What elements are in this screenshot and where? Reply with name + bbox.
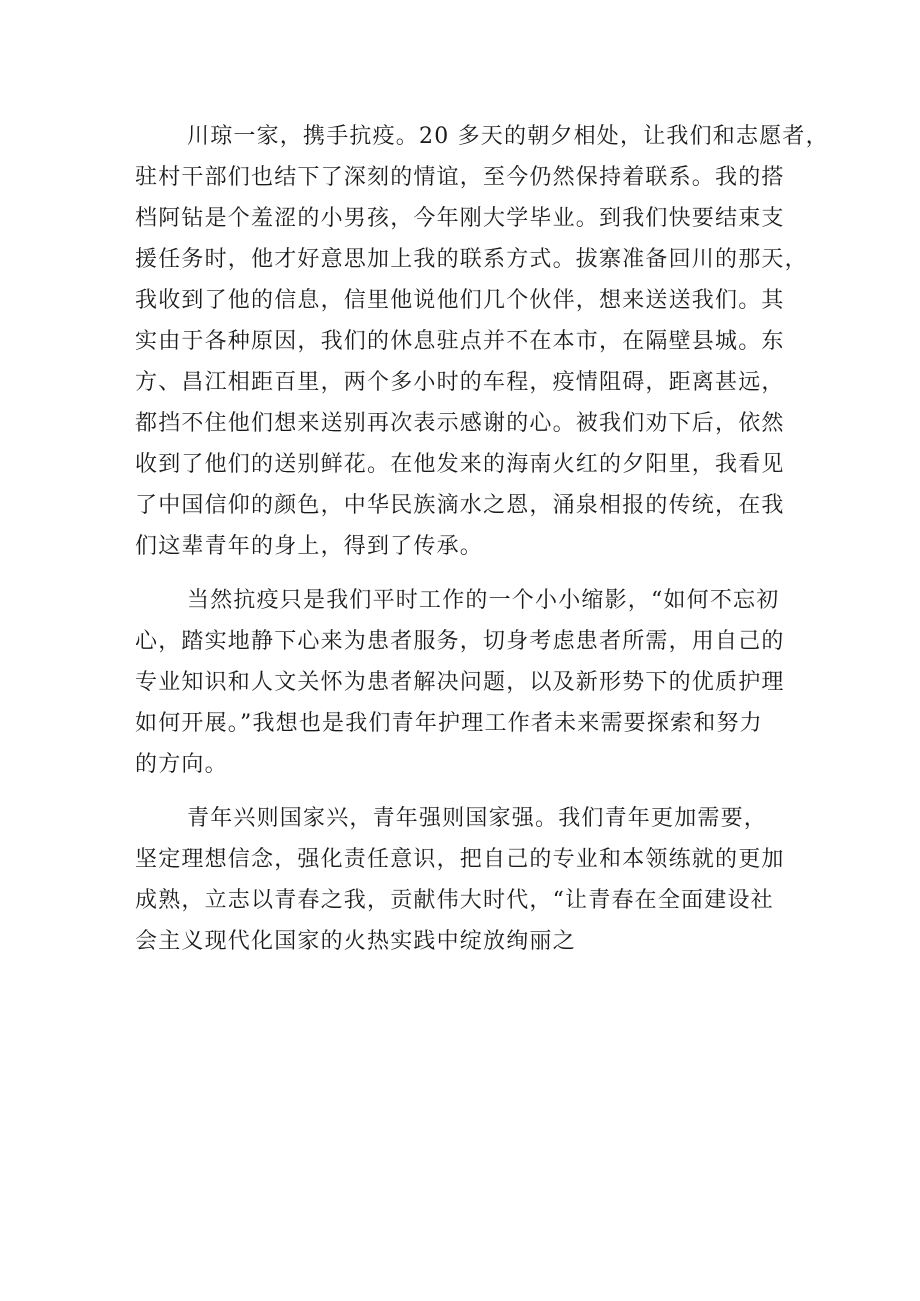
text-line: 方、昌江相距百里，两个多小时的车程，疫情阻碍，距离甚远， (135, 370, 785, 395)
text-line: 当然抗疫只是我们平时工作的一个小小缩影，“如何不忘初 (187, 588, 780, 613)
text-line: 我收到了他的信息，信里他说他们几个伙伴，想来送送我们。其 (135, 288, 785, 313)
text-line: 了中国信仰的颜色，中华民族滴水之恩，涌泉相报的传统，在我 (135, 493, 785, 518)
text-line: 都挡不住他们想来送别再次表示感谢的心。被我们劝下后，依然 (135, 411, 785, 436)
paragraph-2 (135, 580, 815, 785)
text-line: 的方向。 (135, 752, 228, 777)
text-line: 会主义现代化国家的火热实践中绽放绚丽之 (135, 929, 576, 954)
text-line: 心，踏实地静下心来为患者服务，切身考虑患者所需，用自己的 (135, 629, 785, 654)
text-line: 川琼一家，携手抗疫。20 多天的朝夕相处，让我们和志愿者， (187, 124, 829, 149)
text-line: 收到了他们的送别鲜花。在他发来的海南火红的夕阳里，我看见 (135, 452, 785, 477)
paragraph-3 (135, 798, 815, 962)
text-line: 实由于各种原因，我们的休息驻点并不在本市，在隔壁县城。东 (135, 329, 785, 354)
text-line: 驻村干部们也结下了深刻的情谊，至今仍然保持着联系。我的搭 (135, 165, 785, 190)
text-line: 援任务时，他才好意思加上我的联系方式。拔寨准备回川的那天， (135, 247, 808, 272)
text-line: 如何开展。”我想也是我们青年护理工作者未来需要探索和努力 (135, 711, 763, 736)
text-line: 档阿钻是个羞涩的小男孩，今年刚大学毕业。到我们快要结束支 (135, 206, 785, 231)
text-line: 专业知识和人文关怀为患者解决问题，以及新形势下的优质护理 (135, 670, 785, 695)
text-line: 成熟，立志以青春之我，贡献伟大时代，“让青春在全面建设社 (135, 888, 774, 913)
body-text (135, 116, 829, 962)
paragraph-1 (135, 116, 829, 567)
text-line: 坚定理想信念，强化责任意识，把自己的专业和本领练就的更加 (135, 847, 785, 872)
text-line: 们这辈青年的身上，得到了传承。 (135, 534, 484, 559)
text-line: 青年兴则国家兴，青年强则国家强。我们青年更加需要， (187, 806, 768, 831)
